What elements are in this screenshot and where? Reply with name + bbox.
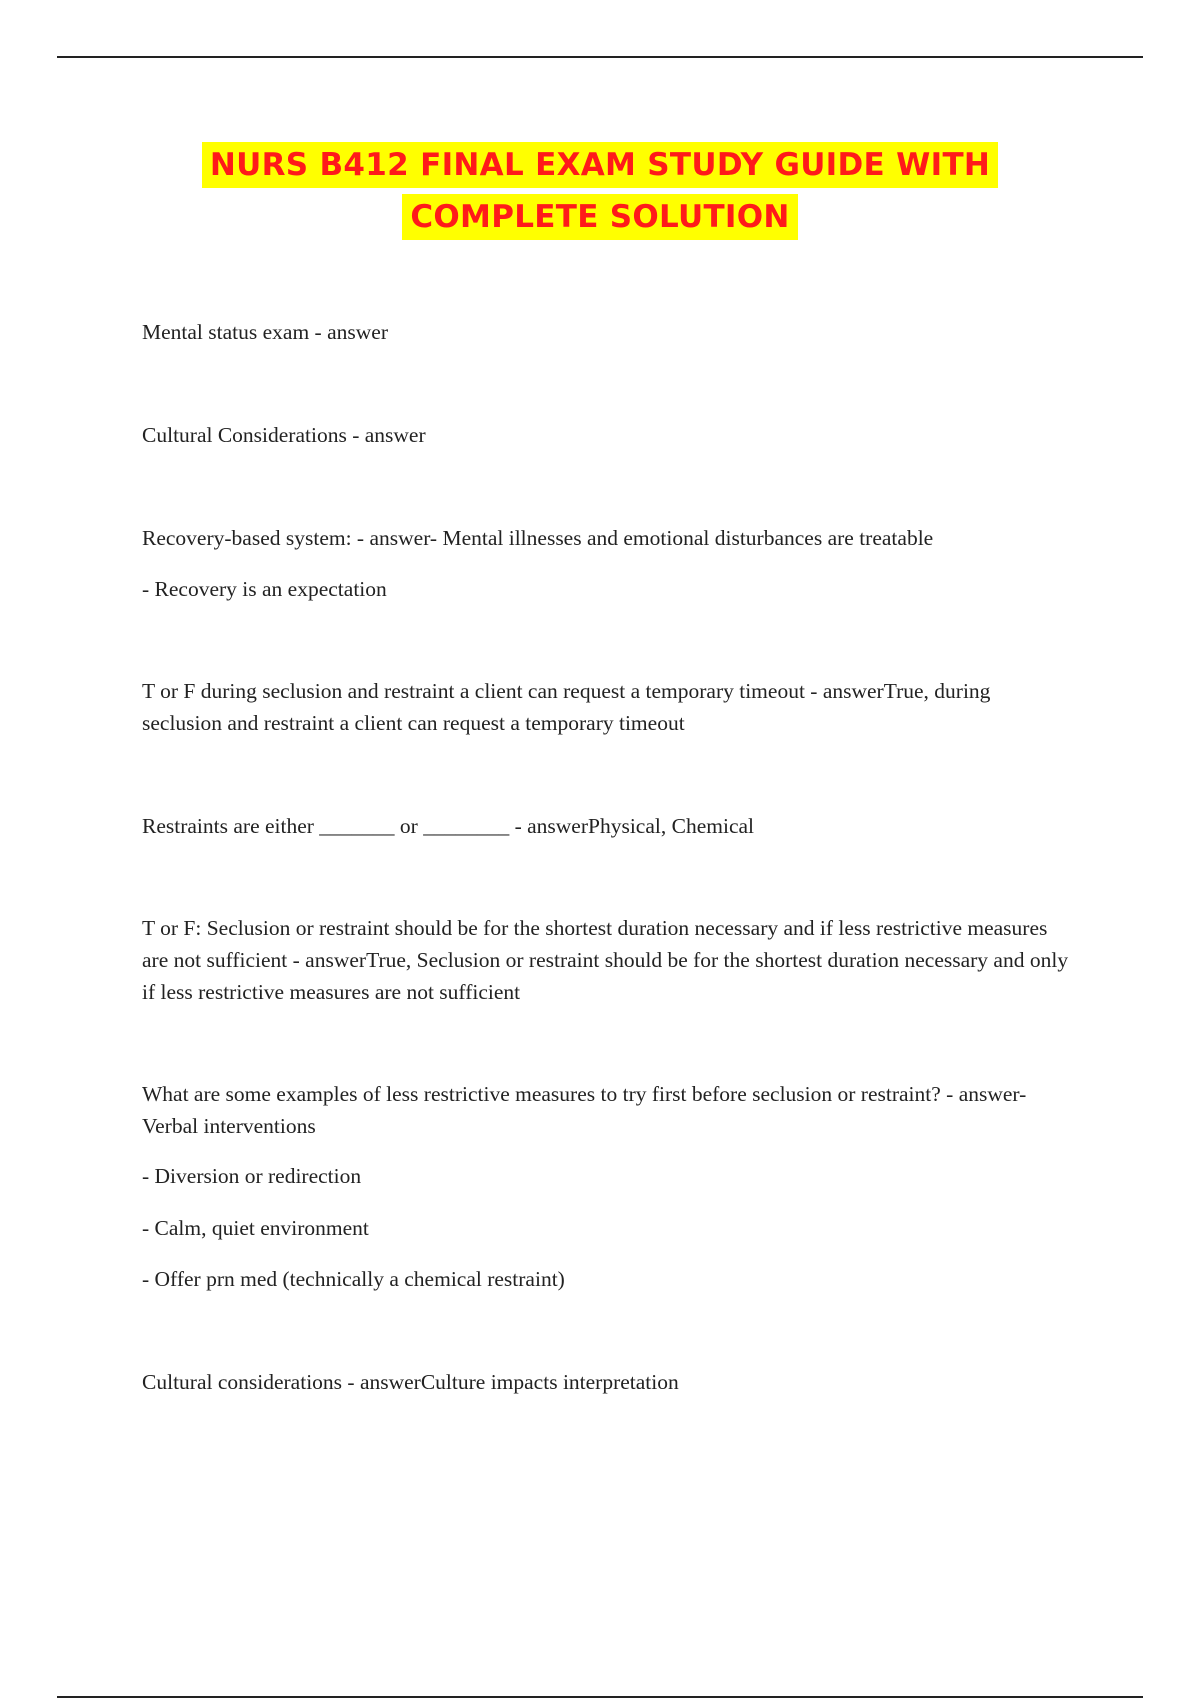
paragraph-culture-interpretation: Cultural considerations - answerCulture impacts interpretation [142,1370,679,1394]
bottom-divider [57,1696,1143,1698]
top-divider [57,56,1143,58]
paragraph-prn-med: - Offer prn med (technically a chemical restraint) [142,1267,565,1291]
title-line-1: NURS B412 FINAL EXAM STUDY GUIDE WITH [202,142,998,188]
paragraph-cultural-considerations: Cultural Considerations - answer [142,423,426,447]
title-line-2: COMPLETE SOLUTION [402,194,797,240]
paragraph-diversion: - Diversion or redirection [142,1164,362,1188]
paragraph-recovery-based-system: Recovery-based system: - answer- Mental illnesses and emotional disturbances are treatable [142,526,934,550]
paragraph-restraint-types: Restraints are either _______ or ________ - answerPhysical, Chemical [142,814,755,838]
paragraph-shortest-duration: T or F: Seclusion or restraint should be for the shortest duration necessary and if less restrictive measures are not sufficient - answerTrue, Seclusion or restraint should be for the shortest duration necessary and only if less restrictive measures are not sufficient [142,916,1069,1004]
paragraph-temporary-timeout: T or F during seclusion and restraint a client can request a temporary timeout - answerTrue, during seclusion and restraint a client can request a temporary timeout [142,679,991,735]
paragraph-calm-environment: - Calm, quiet environment [142,1216,369,1240]
paragraph-less-restrictive-measures: What are some examples of less restrictive measures to try first before seclusion or restraint? - answer- Verbal interventions [142,1082,1027,1138]
paragraph-recovery-expectation: - Recovery is an expectation [142,577,387,601]
paragraph-mental-status-exam: Mental status exam - answer [142,320,388,344]
document-title [0,142,1200,246]
